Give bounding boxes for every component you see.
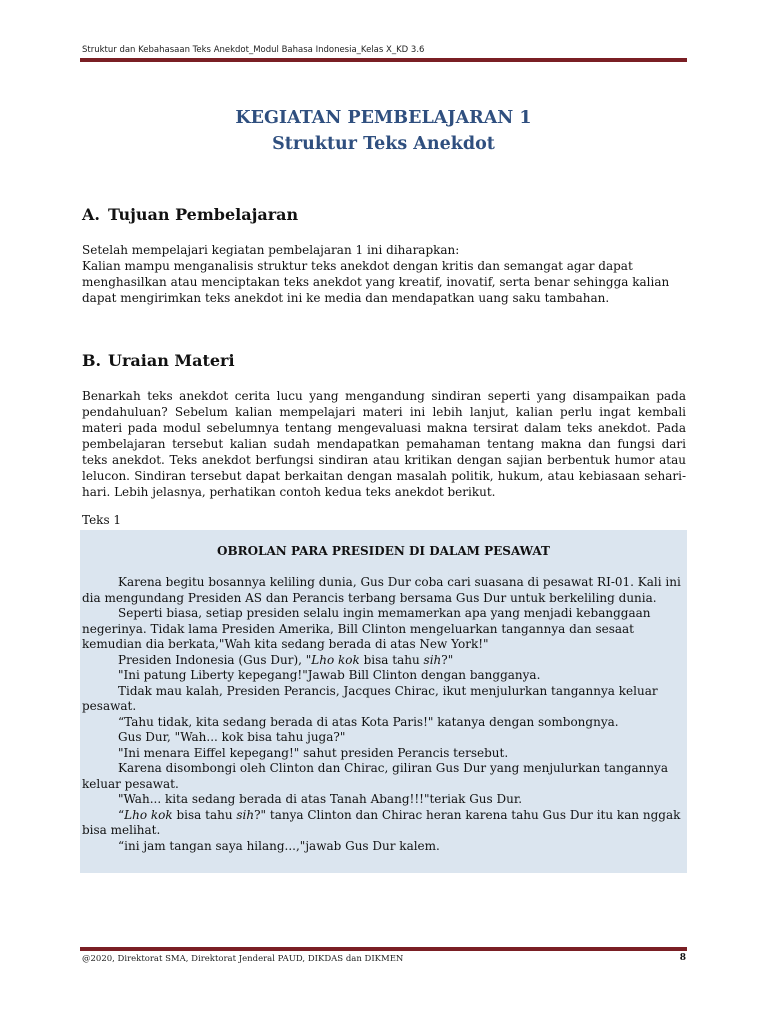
story-paragraph (82, 792, 685, 808)
anecdote-box (80, 530, 687, 873)
activity-subtitle: Struktur Teks Anekdot (272, 134, 495, 154)
story-paragraph (82, 653, 685, 669)
activity-title: KEGIATAN PEMBELAJARAN 1 (235, 108, 532, 128)
footer-rule (80, 947, 687, 951)
story-text: Seperti biasa, setiap presiden selalu ingin memamerkan apa yang menjadi kebanggaan negerinya. Tidak lama Presiden Amerika, Bill Clinton mengeluarkan tangannya dan sesaat kemudian dia berkata,"Wah kita sedang berada di atas New York!" (82, 606, 651, 651)
story-text: bisa tahu (172, 807, 237, 822)
story-paragraph (82, 606, 685, 653)
story-text: "Wah... kita sedang berada di atas Tanah Abang!!!"teriak Gus Dur. (118, 792, 523, 806)
story-text: “Tahu tidak, kita sedang berada di atas Kota Paris!" katanya dengan sombongnya. (118, 714, 619, 729)
section-b-heading (82, 351, 235, 370)
footer-credit: @2020, Direktorat SMA, Direktorat Jenderal PAUD, DIKDAS dan DIKMEN (82, 954, 404, 964)
story-text: ?" tanya Clinton dan Chirac heran karena tahu Gus Dur itu kan nggak bisa melihat. (82, 807, 681, 837)
running-header: Struktur dan Kebahasaan Teks Anekdot_Modul Bahasa Indonesia_Kelas X_KD 3.6 (82, 45, 425, 55)
section-a-title: Tujuan Pembelajaran (108, 205, 299, 224)
story-paragraph (82, 746, 685, 762)
section-b-number: B. (82, 351, 102, 370)
story-paragraph (82, 684, 685, 715)
story-paragraph (82, 808, 685, 839)
story-italic-text: Lho kok (124, 807, 173, 822)
anecdote-story (82, 575, 685, 854)
section-a-number: A. (82, 205, 100, 224)
section-b-title: Uraian Materi (108, 351, 235, 370)
story-italic-text: sih (236, 807, 255, 822)
text-1-label: Teks 1 (82, 513, 122, 527)
section-b-body: Benarkah teks anekdot cerita lucu yang mengandung sindiran seperti yang disampaikan pada pendahuluan? Sebelum kalian mempelajari materi ini lebih lanjut, kalian perlu ingat kembali materi pada modul sebelumnya tentang mengevaluasi makna tersirat dalam teks anekdot. Pada pembelajaran tersebut kalian sudah mendapatkan pemahaman tentang makna dan fungsi dari teks anekdot. Teks anekdot berfungsi sindiran atau kritikan dengan sajian berbentuk humor atau lelucon. Sindiran tersebut dapat berkaitan dengan masalah politik, hukum, atau kebiasaan sehari-hari. Lebih jelasnya, perhatikan contoh kedua teks anekdot berikut. (82, 389, 686, 499)
header-rule (80, 58, 687, 62)
story-paragraph (82, 668, 685, 684)
story-text: “ini jam tangan saya hilang...,"jawab Gus Dur kalem. (118, 838, 440, 853)
story-text: Presiden Indonesia (Gus Dur), " (118, 652, 312, 667)
story-italic-text: sih (423, 652, 442, 667)
story-text: "Ini patung Liberty kepegang!"Jawab Bill Clinton dengan bangganya. (118, 668, 541, 682)
section-a-intro: Setelah mempelajari kegiatan pembelajaran 1 ini diharapkan: (82, 243, 460, 257)
story-text: ?" (441, 652, 454, 667)
section-a-heading (82, 205, 298, 224)
story-text: Karena begitu bosannya keliling dunia, Gus Dur coba cari suasana di pesawat RI-01. Kali ini dia mengundang Presiden AS dan Perancis terbang bersama Gus Dur untuk berkeliling dunia. (82, 575, 681, 605)
story-paragraph (82, 839, 685, 855)
story-text: “ (118, 807, 125, 822)
story-text: bisa tahu (359, 652, 424, 667)
page-number: 8 (679, 953, 686, 963)
story-italic-text: Lho kok (311, 652, 360, 667)
section-a-body: Kalian mampu menganalisis struktur teks anekdot dengan kritis dan semangat agar dapat menghasilkan atau menciptakan teks anekdot yang kreatif, inovatif, serta benar sehingga kalian dapat mengirimkan teks anekdot ini ke media dan mendapatkan uang saku tambahan. (82, 259, 670, 305)
story-text: Karena disombongi oleh Clinton dan Chirac, giliran Gus Dur yang menjulurkan tangannya keluar pesawat. (82, 761, 668, 791)
story-paragraph (82, 730, 685, 746)
story-paragraph (82, 761, 685, 792)
anecdote-title: OBROLAN PARA PRESIDEN DI DALAM PESAWAT (217, 544, 550, 558)
story-text: Gus Dur, "Wah... kok bisa tahu juga?" (118, 730, 346, 744)
story-text: "Ini menara Eiffel kepegang!" sahut presiden Perancis tersebut. (118, 745, 509, 760)
story-paragraph (82, 575, 685, 606)
story-text: Tidak mau kalah, Presiden Perancis, Jacques Chirac, ikut menjulurkan tangannya keluar pesawat. (82, 683, 658, 713)
story-paragraph (82, 715, 685, 731)
